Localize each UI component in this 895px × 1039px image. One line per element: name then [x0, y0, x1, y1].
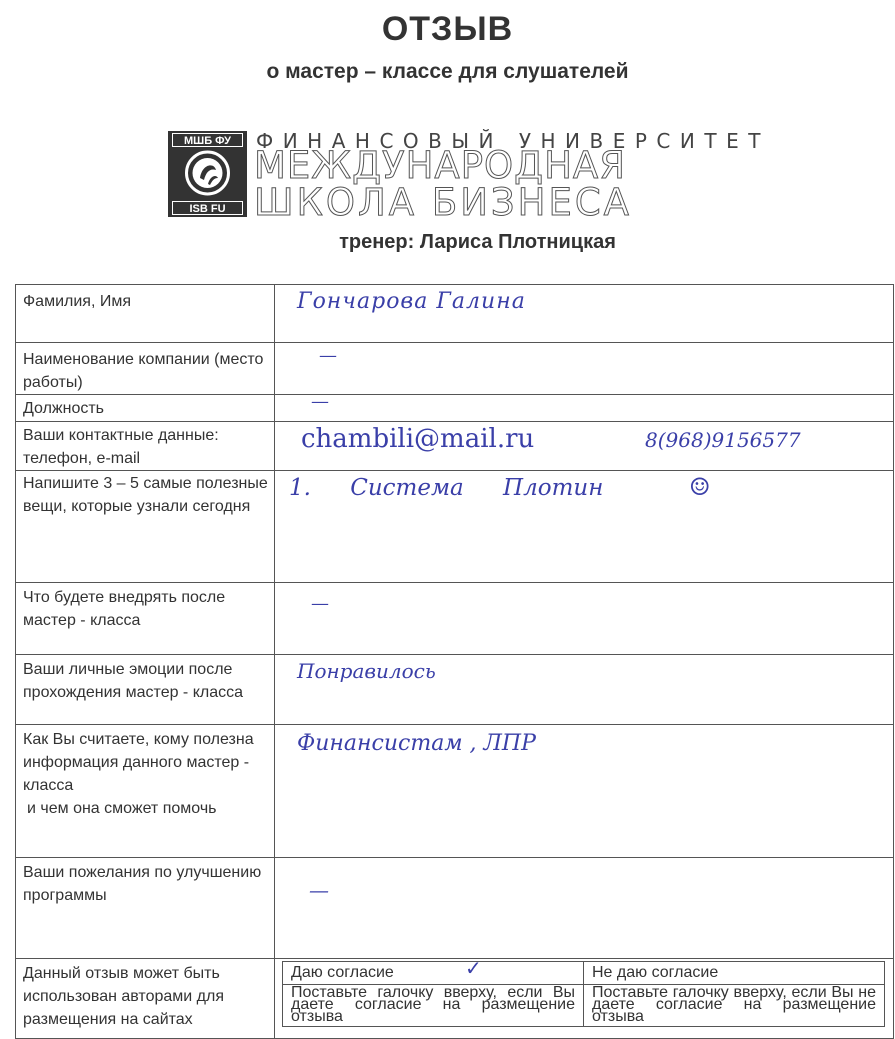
- wishes-label: Ваши пожелания по улучшению программы: [16, 858, 275, 959]
- logo-school-name-1: МЕЖДУНАРОДНАЯ: [254, 144, 626, 187]
- trainer-name: тренер: Лариса Плотницкая: [339, 231, 616, 253]
- form-row-implement: [16, 583, 894, 655]
- agree-note: Поставьте галочку вверху, если Вы даете согласие на размещение отзыва: [283, 985, 584, 1027]
- disagree-label: Не даю согласие: [592, 964, 719, 981]
- position-field[interactable]: [275, 391, 894, 422]
- globe-icon: [180, 150, 235, 196]
- emotions-field[interactable]: [275, 655, 894, 725]
- company-value: —: [319, 345, 337, 366]
- form-row-position: [16, 395, 894, 422]
- emotions-label: Ваши личные эмоции после прохождения мастер - класса: [16, 655, 275, 725]
- agree-label: Даю согласие: [291, 964, 394, 981]
- form-row-emotions: [16, 655, 894, 725]
- audience-label-line1: Как Вы считаете, кому полезна информация данного мастер - класса: [23, 731, 254, 794]
- form-row-consent: [16, 959, 894, 1039]
- smiley-icon: ☺: [689, 473, 711, 501]
- company-label: Наименование компании (место работы): [16, 343, 275, 395]
- page-subtitle: о мастер – классе для слушателей: [266, 60, 629, 83]
- consent-table: [282, 956, 885, 1027]
- consent-label: Данный отзыв может быть использован авторами для размещения на сайтах: [16, 959, 275, 1039]
- audience-label-line2: и чем она сможет помочь: [27, 800, 217, 817]
- useful-field[interactable]: [275, 471, 894, 583]
- implement-value: —: [311, 593, 329, 614]
- company-field[interactable]: [275, 343, 894, 395]
- contacts-phone: 8(968)9156577: [645, 428, 801, 452]
- position-value: —: [311, 391, 329, 412]
- audience-field[interactable]: [275, 725, 894, 858]
- logo-school-name-2: ШКОЛА БИЗНЕСА: [254, 181, 632, 224]
- audience-label: [16, 725, 275, 858]
- checkmark-icon: ✓: [465, 956, 482, 980]
- form-row-company: [16, 343, 894, 395]
- disagree-note: Поставьте галочку вверху, если Вы не даете согласие на размещение отзыва: [584, 985, 885, 1027]
- feedback-form: [15, 284, 894, 1039]
- agree-option[interactable]: [283, 956, 584, 985]
- name-value: Гончарова Галина: [297, 289, 526, 314]
- school-logo: [168, 131, 247, 217]
- logo-badge-top: МШБ ФУ: [172, 133, 243, 147]
- audience-value: Финансистам , ЛПР: [297, 731, 536, 756]
- implement-field[interactable]: [275, 583, 894, 655]
- name-field[interactable]: [275, 285, 894, 343]
- contacts-label: Ваши контактные данные: телефон, e-mail: [16, 422, 275, 471]
- consent-field: [275, 956, 894, 1039]
- page-title: ОТЗЫВ: [381, 10, 514, 48]
- wishes-field[interactable]: [275, 858, 894, 959]
- form-row-audience: [16, 725, 894, 858]
- implement-label: Что будете внедрять после мастер - класса: [16, 583, 275, 655]
- emotions-value: Понравилось: [297, 659, 436, 683]
- form-row-contacts: [16, 422, 894, 471]
- form-row-name: [16, 285, 894, 343]
- form-row-useful: [16, 471, 894, 583]
- contacts-email: chambili@mail.ru: [301, 424, 535, 454]
- form-row-wishes: [16, 858, 894, 959]
- wishes-value: —: [309, 878, 329, 902]
- position-label: Должность: [16, 395, 275, 422]
- name-label: Фамилия, Имя: [16, 285, 275, 343]
- contacts-field[interactable]: [275, 422, 894, 471]
- useful-label: Напишите 3 – 5 самые полезные вещи, которые узнали сегодня: [16, 471, 275, 583]
- disagree-option[interactable]: [584, 962, 885, 985]
- logo-badge-bottom: ISB FU: [172, 201, 243, 215]
- logo-university-name: ФИНАНСОВЫЙ УНИВЕРСИТЕТ: [256, 129, 770, 153]
- useful-value: 1. Система Плотин: [289, 475, 604, 501]
